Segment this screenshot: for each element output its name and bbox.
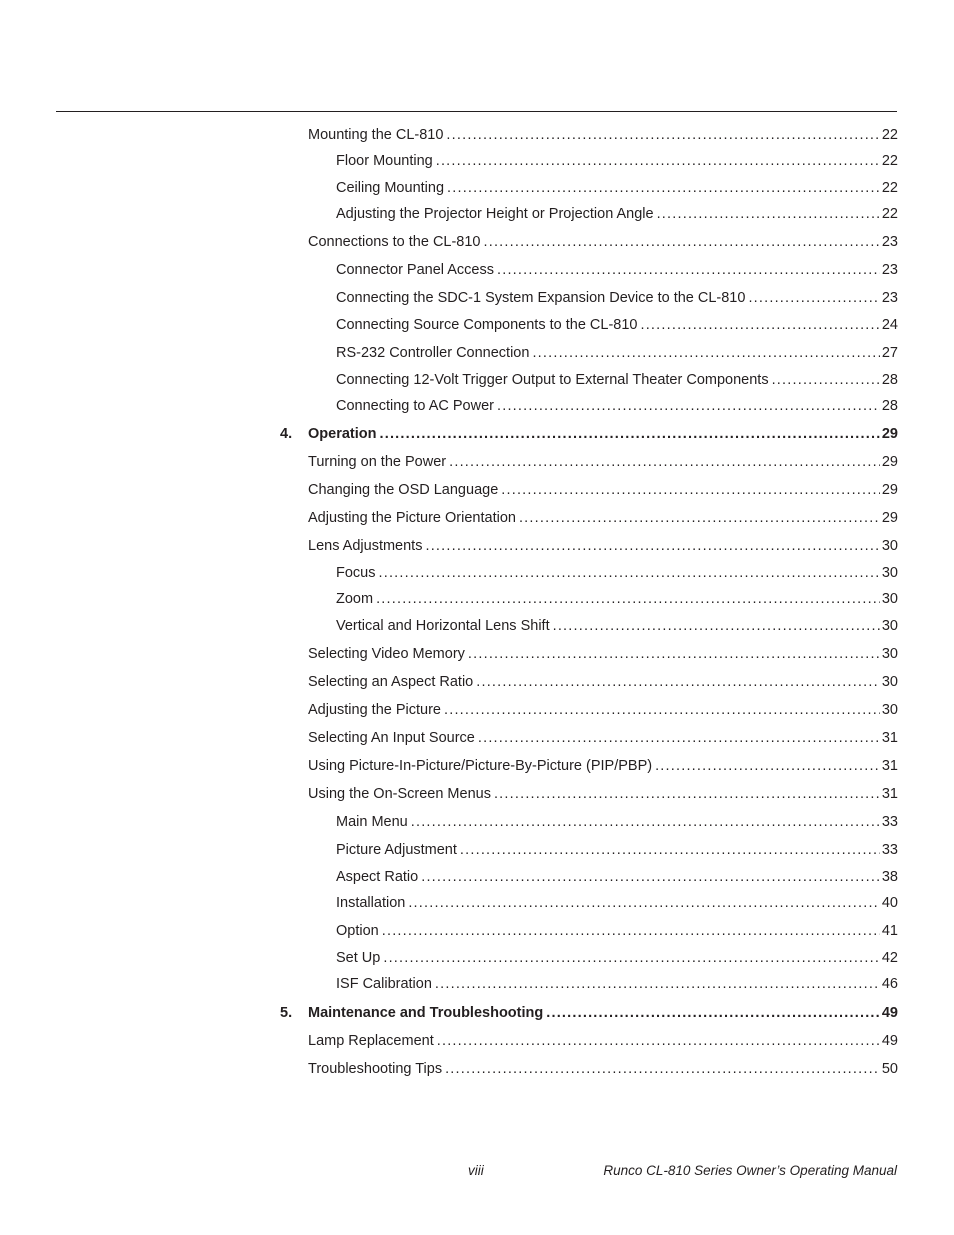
toc-entry[interactable] — [280, 616, 898, 636]
toc-entry-page: 27 — [881, 345, 898, 361]
toc-entry-title: Operation — [308, 426, 377, 442]
toc-entry[interactable] — [280, 508, 898, 528]
toc-entry-page: 29 — [881, 482, 898, 498]
toc-entry-title: Picture Adjustment — [336, 842, 457, 858]
toc-entry[interactable] — [280, 480, 898, 500]
toc-entry-title: ISF Calibration — [336, 976, 432, 992]
toc-entry[interactable] — [280, 260, 898, 280]
toc-dot-leader — [445, 1059, 880, 1079]
toc-entry-title: Changing the OSD Language — [308, 482, 499, 498]
toc-entry-page: 41 — [881, 923, 898, 939]
toc-entry-title: Connections to the CL-810 — [308, 234, 481, 250]
toc-entry-title: Connecting to AC Power — [336, 398, 494, 414]
toc-entry-page: 24 — [881, 317, 898, 333]
toc-entry-page: 28 — [881, 372, 898, 388]
toc-entry[interactable] — [280, 204, 898, 224]
toc-entry[interactable] — [280, 424, 898, 444]
toc-dot-leader — [444, 700, 880, 720]
toc-entry-page: 23 — [881, 234, 898, 250]
toc-entry-title: Connector Panel Access — [336, 262, 494, 278]
toc-entry-page: 30 — [881, 538, 898, 554]
footer-manual-title: Runco CL-810 Series Owner’s Operating Manual — [603, 1163, 897, 1178]
toc-entry-title: Adjusting the Projector Height or Projection Angle — [336, 206, 654, 222]
toc-dot-leader — [382, 921, 880, 941]
toc-dot-leader — [460, 840, 880, 860]
toc-entry[interactable] — [280, 948, 898, 968]
toc-entry-page: 29 — [881, 426, 898, 442]
toc-entry[interactable] — [280, 700, 898, 720]
toc-dot-leader — [435, 974, 880, 994]
toc-entry-page: 40 — [881, 895, 898, 911]
toc-entry[interactable] — [280, 784, 898, 804]
toc-entry-page: 30 — [881, 702, 898, 718]
toc-entry-title: Using the On-Screen Menus — [308, 786, 491, 802]
toc-entry-page: 31 — [881, 730, 898, 746]
toc-entry[interactable] — [280, 756, 898, 776]
toc-entry[interactable] — [280, 370, 898, 390]
toc-entry-page: 49 — [881, 1005, 898, 1021]
toc-entry[interactable] — [280, 315, 898, 335]
toc-entry-title: Adjusting the Picture — [308, 702, 441, 718]
toc-entry[interactable] — [280, 536, 898, 556]
toc-entry-page: 30 — [881, 618, 898, 634]
toc-entry-page: 23 — [881, 290, 898, 306]
toc-dot-leader — [425, 536, 879, 556]
toc-entry-page: 28 — [881, 398, 898, 414]
toc-entry[interactable] — [280, 563, 898, 583]
toc-dot-leader — [436, 151, 880, 171]
toc-entry-title: Lens Adjustments — [308, 538, 423, 554]
toc-entry-title: Zoom — [336, 591, 374, 607]
toc-entry-title: Option — [336, 923, 379, 939]
footer-page-number: viii — [468, 1163, 484, 1178]
toc-entry-page: 22 — [881, 153, 898, 169]
toc-dot-leader — [640, 315, 879, 335]
toc-entry-title: RS-232 Controller Connection — [336, 345, 530, 361]
toc-entry-title: Mounting the CL-810 — [308, 127, 444, 143]
toc-entry-title: Set Up — [336, 950, 381, 966]
toc-dot-leader — [379, 424, 879, 444]
toc-dot-leader — [519, 508, 880, 528]
toc-dot-leader — [494, 784, 880, 804]
toc-entry[interactable] — [280, 178, 898, 198]
toc-entry-page: 31 — [881, 786, 898, 802]
toc-entry-title: Adjusting the Picture Orientation — [308, 510, 516, 526]
toc-entry-title: Aspect Ratio — [336, 869, 419, 885]
toc-entry-page: 42 — [881, 950, 898, 966]
toc-entry[interactable] — [280, 589, 898, 609]
toc-entry-title: Installation — [336, 895, 406, 911]
toc-entry-page: 38 — [881, 869, 898, 885]
toc-dot-leader — [546, 1003, 880, 1023]
toc-dot-leader — [476, 672, 880, 692]
toc-entry[interactable] — [280, 288, 898, 308]
toc-entry-title: Main Menu — [336, 814, 408, 830]
toc-entry-page: 46 — [881, 976, 898, 992]
toc-entry-title: Focus — [336, 565, 376, 581]
toc-entry-page: 33 — [881, 842, 898, 858]
toc-entry-title: Lamp Replacement — [308, 1033, 434, 1049]
toc-entry-page: 49 — [881, 1033, 898, 1049]
toc-dot-leader — [446, 125, 879, 145]
toc-dot-leader — [421, 867, 880, 887]
toc-dot-leader — [468, 644, 880, 664]
toc-entry[interactable] — [280, 867, 898, 887]
toc-dot-leader — [532, 343, 879, 363]
toc-dot-leader — [553, 616, 880, 636]
toc-entry[interactable] — [280, 672, 898, 692]
toc-entry[interactable] — [280, 1031, 898, 1051]
toc-dot-leader — [484, 232, 880, 252]
toc-entry-page: 33 — [881, 814, 898, 830]
toc-entry-title: Troubleshooting Tips — [308, 1061, 443, 1077]
toc-entry[interactable] — [280, 921, 898, 941]
toc-entry-title: Selecting an Aspect Ratio — [308, 674, 474, 690]
toc-dot-leader — [657, 204, 880, 224]
toc-entry[interactable] — [280, 644, 898, 664]
toc-entry-title: Turning on the Power — [308, 454, 447, 470]
header-rule — [56, 111, 897, 112]
toc-entry[interactable] — [280, 125, 898, 145]
toc-entry[interactable] — [280, 974, 898, 994]
toc-entry-page: 22 — [881, 206, 898, 222]
toc-chapter-number: 4. — [280, 426, 293, 442]
toc-entry-page: 30 — [881, 674, 898, 690]
toc-entry-title: Vertical and Horizontal Lens Shift — [336, 618, 550, 634]
toc-dot-leader — [497, 396, 880, 416]
toc-dot-leader — [376, 589, 880, 609]
toc-entry[interactable] — [280, 232, 898, 252]
toc-entry-page: 22 — [881, 180, 898, 196]
toc-dot-leader — [497, 260, 880, 280]
toc-entry[interactable] — [280, 840, 898, 860]
toc-entry-page: 50 — [881, 1061, 898, 1077]
toc-chapter-number: 5. — [280, 1005, 293, 1021]
toc-dot-leader — [449, 452, 880, 472]
toc-entry-title: Ceiling Mounting — [336, 180, 445, 196]
toc-entry[interactable] — [280, 396, 898, 416]
toc-entry-page: 31 — [881, 758, 898, 774]
toc-dot-leader — [501, 480, 880, 500]
toc-entry-page: 30 — [881, 565, 898, 581]
toc-entry-page: 29 — [881, 454, 898, 470]
toc-entry-title: Selecting Video Memory — [308, 646, 465, 662]
toc-entry[interactable] — [280, 728, 898, 748]
toc-entry-title: Floor Mounting — [336, 153, 433, 169]
toc-dot-leader — [437, 1031, 880, 1051]
toc-entry-page: 30 — [881, 646, 898, 662]
toc-entry-page: 23 — [881, 262, 898, 278]
toc-dot-leader — [408, 893, 880, 913]
toc-dot-leader — [478, 728, 880, 748]
toc-dot-leader — [748, 288, 879, 308]
toc-dot-leader — [447, 178, 880, 198]
toc-entry-page: 30 — [881, 591, 898, 607]
toc-entry-title: Selecting An Input Source — [308, 730, 475, 746]
toc-entry-page: 22 — [881, 127, 898, 143]
toc-entry[interactable] — [280, 893, 898, 913]
toc-dot-leader — [411, 812, 880, 832]
toc-entry-title: Connecting the SDC-1 System Expansion Device to the CL-810 — [336, 290, 746, 306]
toc-entry-title: Connecting 12-Volt Trigger Output to External Theater Components — [336, 372, 769, 388]
toc-entry[interactable] — [280, 151, 898, 171]
toc-entry[interactable] — [280, 343, 898, 363]
toc-entry[interactable] — [280, 812, 898, 832]
toc-entry[interactable] — [280, 1059, 898, 1079]
toc-entry-title: Maintenance and Troubleshooting — [308, 1005, 544, 1021]
toc-dot-leader — [655, 756, 880, 776]
toc-dot-leader — [379, 563, 880, 583]
toc-dot-leader — [772, 370, 880, 390]
toc-entry-title: Connecting Source Components to the CL-810 — [336, 317, 638, 333]
toc-entry[interactable] — [280, 452, 898, 472]
toc-dot-leader — [383, 948, 880, 968]
toc-entry-title: Using Picture-In-Picture/Picture-By-Picture (PIP/PBP) — [308, 758, 653, 774]
toc-entry-page: 29 — [881, 510, 898, 526]
toc-entry[interactable] — [280, 1003, 898, 1023]
